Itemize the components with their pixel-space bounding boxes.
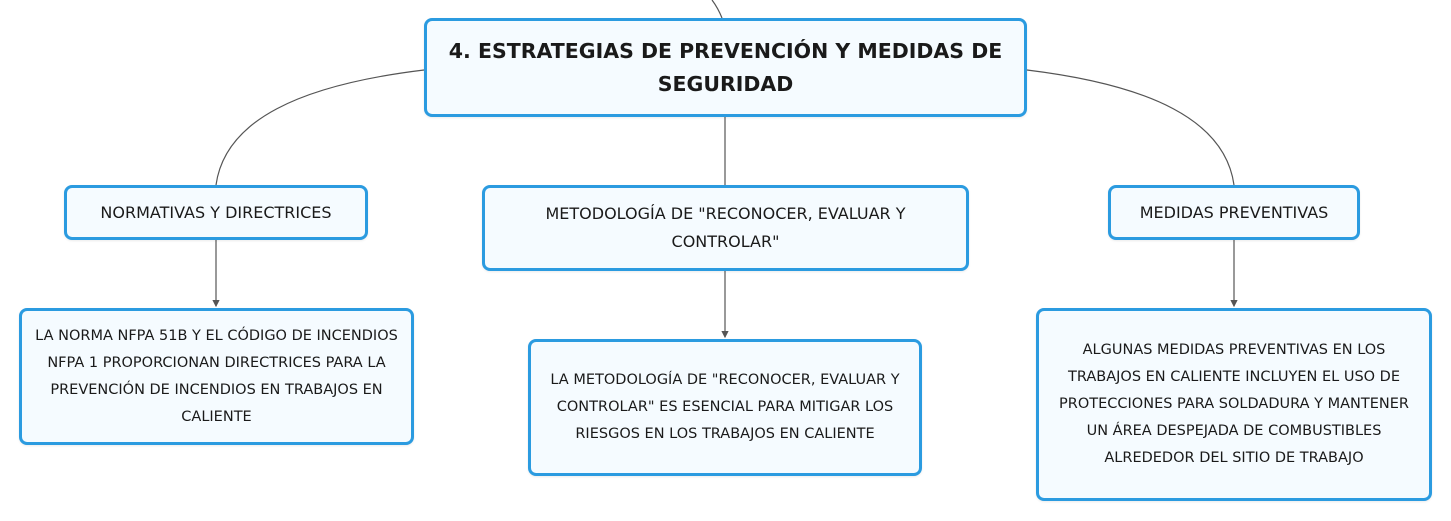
detail-node-normativas[interactable]	[19, 308, 414, 445]
topic-label: NORMATIVAS Y DIRECTRICES	[100, 202, 332, 222]
detail-node-medidas[interactable]	[1036, 308, 1432, 501]
topic-node-normativas[interactable]	[64, 185, 368, 240]
detail-text: LA NORMA NFPA 51B Y EL CÓDIGO DE INCENDIOS NFPA 1 PROPORCIONAN DIRECTRICES PARA LA PREVENCIÓN DE INCENDIOS EN TRABAJOS EN CALIENTE	[35, 327, 398, 425]
connector-root-to-right	[1027, 70, 1234, 185]
topic-node-medidas[interactable]	[1108, 185, 1360, 240]
topic-label: MEDIDAS PREVENTIVAS	[1139, 202, 1329, 222]
root-title: 4. ESTRATEGIAS DE PREVENCIÓN Y MEDIDAS DE SEGURIDAD	[448, 38, 1003, 96]
connector-parent-to-root	[712, 0, 722, 18]
topic-node-metodologia[interactable]	[482, 185, 969, 271]
topic-label: METODOLOGÍA DE "RECONOCER, EVALUAR Y CONTROLAR"	[545, 204, 906, 251]
root-node[interactable]	[424, 18, 1027, 117]
detail-node-metodologia[interactable]	[528, 339, 922, 476]
connector-root-to-left	[216, 70, 424, 185]
detail-text: LA METODOLOGÍA DE "RECONOCER, EVALUAR Y CONTROLAR" ES ESENCIAL PARA MITIGAR LOS RIESGOS EN LOS TRABAJOS EN CALIENTE	[550, 372, 900, 442]
detail-text: ALGUNAS MEDIDAS PREVENTIVAS EN LOS TRABAJOS EN CALIENTE INCLUYEN EL USO DE PROTECCIONES PARA SOLDADURA Y MANTENER UN ÁREA DESPEJADA DE COMBUSTIBLES ALREDEDOR DEL SITIO DE TRABAJO	[1059, 342, 1409, 466]
